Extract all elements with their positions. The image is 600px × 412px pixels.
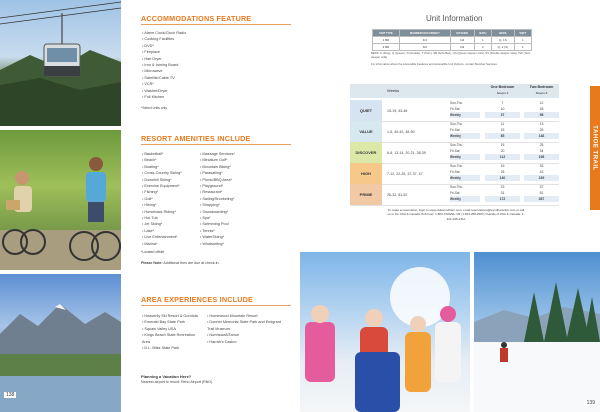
- two-bedroom-value: 18: [539, 107, 544, 111]
- unit-table-cell: full: [450, 44, 474, 51]
- two-bedroom-value: 37: [539, 185, 544, 189]
- one-bedroom-sleeps: Sleeps 4: [496, 91, 509, 95]
- list-item: • Mountain Biking*: [200, 164, 270, 170]
- one-bedroom-value: 140: [485, 175, 520, 181]
- list-item: • Full Kitchen: [142, 94, 262, 100]
- unit-table-header: SQFT: [514, 30, 531, 37]
- day-label: Fri-Sat: [450, 149, 460, 153]
- season-weeks: 26-32, 51-52: [387, 192, 408, 197]
- one-bedroom-value: 15: [500, 128, 505, 132]
- season-days: [450, 121, 480, 139]
- day-label: Sun-Thu: [450, 143, 463, 147]
- list-item: • Shopping*: [200, 202, 270, 208]
- list-item: • Kings Beach State Recreation Area: [142, 332, 200, 345]
- list-item: • Windsurfing*: [200, 241, 270, 247]
- list-item: • Harrah's Casino: [207, 339, 282, 345]
- bikers-photo: [0, 130, 121, 270]
- list-item: • WaterSkiing*: [200, 234, 270, 240]
- list-item: • Picnic/BBQ Area*: [200, 177, 270, 183]
- one-bedroom-values: [485, 184, 520, 202]
- list-item: • Beach*: [142, 157, 202, 163]
- season-days: [450, 142, 480, 160]
- two-bedroom-value: 13: [539, 122, 544, 126]
- one-bedroom-value: 11: [500, 122, 505, 126]
- list-item: • Swimming Pool: [200, 221, 270, 227]
- unit-table-cell: full: [450, 37, 474, 44]
- divider: [141, 305, 291, 306]
- fee-label: Please Note:: [141, 261, 163, 265]
- two-bedroom-sleeps: Sleeps 6: [535, 91, 548, 95]
- side-tab-label: TAHOE TRAIL: [592, 125, 599, 171]
- one-bedroom-value: 25: [500, 170, 505, 174]
- list-item: • Basketball*: [142, 151, 202, 157]
- one-bedroom-header: One Bedroom: [490, 85, 515, 89]
- list-item: • Downhill Skiing*: [142, 177, 202, 183]
- day-label: Sun-Thu: [450, 185, 463, 189]
- two-bedroom-header: Two Bedroom: [529, 85, 554, 89]
- list-item: • Cooking Facilities: [142, 36, 262, 42]
- season-weeks: 6-8, 13-14, 20-21, 38-39: [387, 150, 426, 155]
- season-days: [450, 184, 480, 202]
- unit-table-cell: 4/4: [399, 37, 450, 44]
- day-label: Weekly: [450, 133, 480, 139]
- season-weeks: 1-5, 40-42, 48-50: [387, 129, 415, 134]
- list-item: • Exercise Equipment*: [142, 183, 202, 189]
- page-number-right: 139: [584, 400, 598, 406]
- season-row: [350, 163, 559, 185]
- one-bedroom-value: 15: [500, 143, 505, 147]
- two-bedroom-values: [524, 163, 559, 181]
- beds-note: BEDS: K (King), Q (Queen), D (Double), T (Twin), SB (Sofa Bed), QS (Queen sleeper sofa), SS (Double sleeper sofa), TaS (Twin sleeper sofa): [371, 51, 531, 59]
- list-item: • Miniature Golf*: [200, 157, 270, 163]
- one-bedroom-values: [485, 163, 520, 181]
- two-bedroom-value: 148: [524, 133, 559, 139]
- season-row: [350, 121, 559, 143]
- one-bedroom-value: 23: [500, 185, 505, 189]
- list-item: • Live Entertainment*: [142, 234, 202, 240]
- list-item: • Horseback Riding*: [142, 209, 202, 215]
- amenities-note: *Located offsite: [141, 250, 165, 254]
- fee-text: Additional fees are due at check-in.: [163, 261, 220, 265]
- season-row: [350, 100, 559, 122]
- two-bedroom-value: 287: [524, 196, 559, 202]
- season-row: [350, 142, 559, 164]
- list-item: • Sailing/Snorkeling*: [200, 196, 270, 202]
- side-tab: [590, 86, 600, 210]
- unit-table-header: BEDS: [492, 30, 515, 37]
- unit-info-title: Unit Information: [426, 14, 483, 23]
- two-bedroom-value: 34: [539, 149, 544, 153]
- list-item: • Parasailing*: [200, 170, 270, 176]
- two-bedroom-value: 25: [539, 143, 544, 147]
- accommodations-title: ACCOMMODATIONS FEATURE: [141, 14, 252, 23]
- divider: [141, 24, 291, 25]
- unit-table-header: KITCHEN: [450, 30, 474, 37]
- unit-info-table: [372, 29, 532, 51]
- vacation-heading: Planning a Vacation Here?: [141, 374, 192, 379]
- list-item: • Hot Tub: [142, 215, 202, 221]
- page-number-left: 138: [6, 392, 15, 398]
- accommodations-note: *Select units only: [141, 106, 168, 110]
- one-bedroom-values: [485, 142, 520, 160]
- list-item: • Emerald Bay State Park: [142, 319, 200, 325]
- area-experiences-column-1: [142, 313, 200, 351]
- list-item: • VCR*: [142, 81, 262, 87]
- list-item: • NorthstarAtTahoe: [207, 332, 282, 338]
- day-label: Weekly: [450, 154, 480, 160]
- season-name: HIGH: [350, 163, 382, 184]
- list-item: • Hiking*: [142, 202, 202, 208]
- two-bedroom-values: [524, 121, 559, 139]
- snowball-kids-photo: [300, 252, 470, 412]
- divider: [141, 144, 291, 145]
- unit-table-cell: 2 BR: [373, 44, 400, 51]
- two-bedroom-value: 33: [539, 164, 544, 168]
- day-label: Sun-Thu: [450, 122, 463, 126]
- list-item: • Fireplace: [142, 49, 262, 55]
- two-bedroom-value: 43: [539, 170, 544, 174]
- contact-text: To make a reservation, login to www.clubwyndham.com, email reservations@wyndhamclub.com or call us in the USA & Canada (Toll-free): 1-800-TRAVEL-VR (1-844-358-2587) Outside of USA & Canada: 1-321-265-2310: [387, 208, 525, 221]
- unit-table-header: MAXIMUM OCCUPANCY: [399, 30, 450, 37]
- list-item: • Snowboarding*: [200, 209, 270, 215]
- unit-table-cell: 6/6: [399, 44, 450, 51]
- unit-table-header: UNIT TYPE: [373, 30, 400, 37]
- list-item: • Hair Dryer: [142, 56, 262, 62]
- list-item: • Tennis*: [200, 228, 270, 234]
- two-bedroom-value: 12: [539, 101, 544, 105]
- list-item: • Boating*: [142, 164, 202, 170]
- area-experiences-column-2: [207, 313, 282, 345]
- accommodations-list: [142, 30, 262, 100]
- day-label: Fri-Sat: [450, 170, 460, 174]
- unit-table-cell: 2: [474, 44, 491, 51]
- season-weeks: 7-12, 22-25, 37-37, 47: [387, 171, 423, 176]
- season-table-header: [350, 84, 559, 98]
- one-bedroom-value: 37: [485, 112, 520, 118]
- two-bedroom-values: [524, 100, 559, 118]
- day-label: Weekly: [450, 175, 480, 181]
- two-bedroom-value: 51: [539, 191, 544, 195]
- one-bedroom-value: 112: [485, 154, 520, 160]
- day-label: Fri-Sat: [450, 128, 460, 132]
- day-label: Fri-Sat: [450, 107, 460, 111]
- list-item: • DVD*: [142, 43, 262, 49]
- two-bedroom-value: 239: [524, 175, 559, 181]
- list-item: • Restaurant*: [200, 189, 270, 195]
- season-name: QUIET: [350, 100, 382, 121]
- lake-mountain-photo: [0, 274, 121, 412]
- vacation-text: Nearest airport to resort: Reno Airport (RNO): [141, 380, 213, 384]
- one-bedroom-value: 19: [500, 164, 505, 168]
- list-item: • Fishing*: [142, 189, 202, 195]
- list-item: • Squaw Valley USA: [142, 326, 200, 332]
- list-item: • Washer/Dryer: [142, 88, 262, 94]
- weeks-header: Weeks: [387, 88, 400, 93]
- list-item: • Alarm Clock/Clock Radio: [142, 30, 262, 36]
- day-label: Sun-Thu: [450, 101, 463, 105]
- list-item: • Spa*: [200, 215, 270, 221]
- season-name: DISCOVER: [350, 142, 382, 163]
- unit-table-cell: 1 BR: [373, 37, 400, 44]
- one-bedroom-values: [485, 121, 520, 139]
- list-item: • Satellite/Cable TV: [142, 75, 262, 81]
- one-bedroom-value: 20: [500, 149, 505, 153]
- amenities-column-1: [142, 151, 202, 247]
- unit-table-cell: 1: [514, 44, 531, 51]
- season-weeks: 15-19, 43-46: [387, 108, 408, 113]
- list-item: • Golf*: [142, 196, 202, 202]
- season-days: [450, 163, 480, 181]
- area-experiences-title: AREA EXPERIENCES INCLUDE: [141, 295, 253, 304]
- one-bedroom-value: 172: [485, 196, 520, 202]
- list-item: • Massage Services*: [200, 151, 270, 157]
- list-item: • Donner Memorial State Park and Emigrant Trail Museum: [207, 319, 282, 332]
- season-name: VALUE: [350, 121, 382, 142]
- two-bedroom-value: 98: [524, 112, 559, 118]
- unit-table-cell: 1: [514, 37, 531, 44]
- day-label: Weekly: [450, 112, 480, 118]
- list-item: • Iron & Ironing Board: [142, 62, 262, 68]
- list-item: • Playground*: [200, 183, 270, 189]
- day-label: Fri-Sat: [450, 191, 460, 195]
- season-row: [350, 184, 559, 206]
- list-item: • Heavenly Ski Resort & Gondola: [142, 313, 200, 319]
- list-item: • Marina*: [142, 241, 202, 247]
- two-bedroom-value: 25: [539, 128, 544, 132]
- skier-photo: [474, 252, 600, 412]
- season-name: PRIME: [350, 184, 382, 205]
- accessible-note: For information about the Accessible Features and Accessible Unit Options, contact Member Services.: [371, 62, 498, 66]
- one-bedroom-value: 7: [501, 101, 504, 105]
- one-bedroom-value: 10: [500, 107, 505, 111]
- list-item: • Jet Skiing*: [142, 221, 202, 227]
- list-item: • D.L. Bliss State Park: [142, 345, 200, 351]
- unit-table-cell: Q, 2 (S): [492, 44, 515, 51]
- day-label: Weekly: [450, 196, 480, 202]
- season-days: [450, 100, 480, 118]
- day-label: Sun-Thu: [450, 164, 463, 168]
- gondola-photo: [0, 0, 121, 126]
- fee-note: [141, 261, 220, 265]
- two-bedroom-value: 198: [524, 154, 559, 160]
- unit-table-cell: 1: [474, 37, 491, 44]
- list-item: • Cross-Country Skiing*: [142, 170, 202, 176]
- two-bedroom-values: [524, 142, 559, 160]
- unit-table-cell: Q, 1S: [492, 37, 515, 44]
- two-bedroom-values: [524, 184, 559, 202]
- list-item: • Microwave: [142, 68, 262, 74]
- list-item: • Homewood Mountain Resort: [207, 313, 282, 319]
- one-bedroom-value: 31: [500, 191, 505, 195]
- one-bedroom-value: 85: [485, 133, 520, 139]
- amenities-title: RESORT AMENITIES INCLUDE: [141, 134, 251, 143]
- one-bedroom-values: [485, 100, 520, 118]
- list-item: • Lake*: [142, 228, 202, 234]
- amenities-column-2: [200, 151, 270, 247]
- unit-table-header: BATH: [474, 30, 491, 37]
